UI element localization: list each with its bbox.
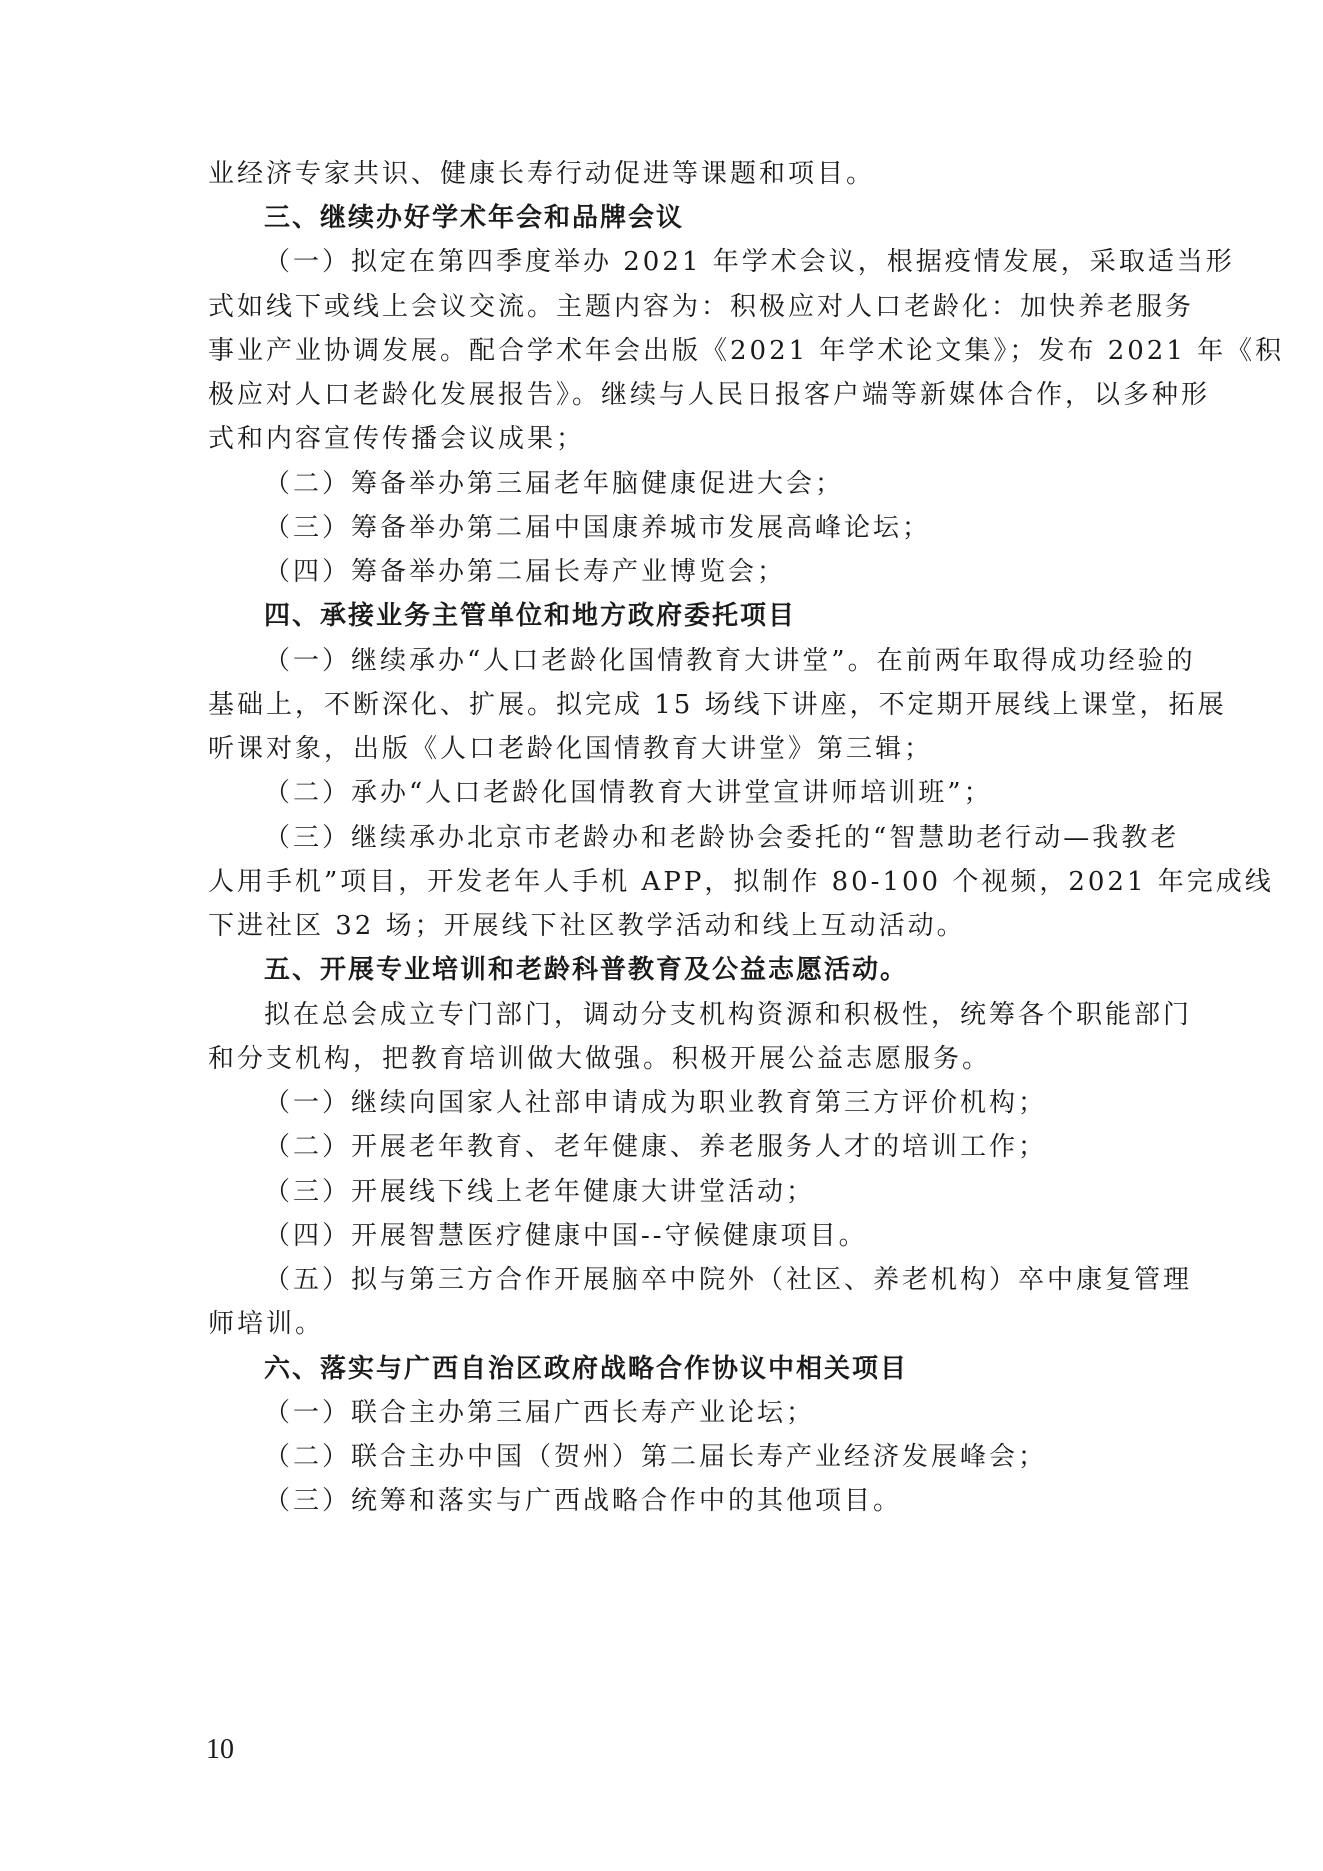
paragraph-line: 式和内容宣传传播会议成果； xyxy=(208,424,586,454)
list-item: （四）筹备举办第二届长寿产业博览会； xyxy=(264,557,787,587)
list-item: （三）统筹和落实与广西战略合作中的其他项目。 xyxy=(264,1486,903,1516)
list-item: （二）联合主办中国（贺州）第二届长寿产业经济发展峰会； xyxy=(264,1442,1048,1472)
paragraph-line: 听课对象，出版《人口老龄化国情教育大讲堂》第三辑； xyxy=(208,734,934,764)
list-item: （五）拟与第三方合作开展脑卒中院外（社区、养老机构）卒中康复管理 xyxy=(264,1265,1193,1295)
paragraph-line: （一）拟定在第四季度举办 2021 年学术会议，根据疫情发展，采取适当形 xyxy=(264,247,1235,277)
list-item: （二）筹备举办第三届老年脑健康促进大会； xyxy=(264,469,845,499)
paragraph-line: 式如线下或线上会议交流。主题内容为：积极应对人口老龄化：加快养老服务 xyxy=(208,292,1195,322)
list-item: （二）承办“人口老龄化国情教育大讲堂宣讲师培训班”； xyxy=(264,778,993,808)
paragraph-line: 和分支机构，把教育培训做大做强。积极开展公益志愿服务。 xyxy=(208,1044,992,1074)
paragraph-line: 极应对人口老龄化发展报告》。继续与人民日报客户端等新媒体合作，以多种形 xyxy=(208,380,1211,410)
paragraph-line: 下进社区 32 场；开展线下社区教学活动和线上互动活动。 xyxy=(208,911,966,941)
paragraph-line: 业经济专家共识、健康长寿行动促进等课题和项目。 xyxy=(208,159,876,189)
section-heading-4: 四、承接业务主管单位和地方政府委托项目 xyxy=(264,601,797,631)
paragraph-line: 师培训。 xyxy=(208,1309,325,1339)
list-item: （四）开展智慧医疗健康中国--守候健康项目。 xyxy=(264,1221,868,1251)
page-number: 10 xyxy=(206,1734,234,1765)
paragraph-line: 事业产业协调发展。配合学术年会出版《2021 年学术论文集》；发布 2021 年《积 xyxy=(208,336,1285,366)
list-item: （三）筹备举办第二届中国康养城市发展高峰论坛； xyxy=(264,513,932,543)
paragraph-line: 基础上，不断深化、扩展。拟完成 15 场线下讲座，不定期开展线上课堂，拓展 xyxy=(208,690,1227,720)
paragraph-line: 人用手机”项目，开发老年人手机 APP，拟制作 80-100 个视频，2021 年完成线 xyxy=(208,867,1274,897)
section-heading-3: 三、继续办好学术年会和品牌会议 xyxy=(264,203,685,233)
paragraph-line: 拟在总会成立专门部门，调动分支机构资源和积极性，统筹各个职能部门 xyxy=(264,1000,1193,1030)
section-heading-5: 五、开展专业培训和老龄科普教育及公益志愿活动。 xyxy=(264,955,909,985)
section-heading-6: 六、落实与广西自治区政府战略合作协议中相关项目 xyxy=(264,1354,909,1384)
list-item: （二）开展老年教育、老年健康、养老服务人才的培训工作； xyxy=(264,1132,1048,1162)
paragraph-line: （一）继续承办“人口老龄化国情教育大讲堂”。在前两年取得成功经验的 xyxy=(264,646,1196,676)
list-item: （一）联合主办第三届广西长寿产业论坛； xyxy=(264,1398,816,1428)
paragraph-line: （三）继续承办北京市老龄办和老龄协会委托的“智慧助老行动—我教老 xyxy=(264,823,1180,853)
list-item: （三）开展线下线上老年健康大讲堂活动； xyxy=(264,1177,816,1207)
list-item: （一）继续向国家人社部申请成为职业教育第三方评价机构； xyxy=(264,1088,1048,1118)
